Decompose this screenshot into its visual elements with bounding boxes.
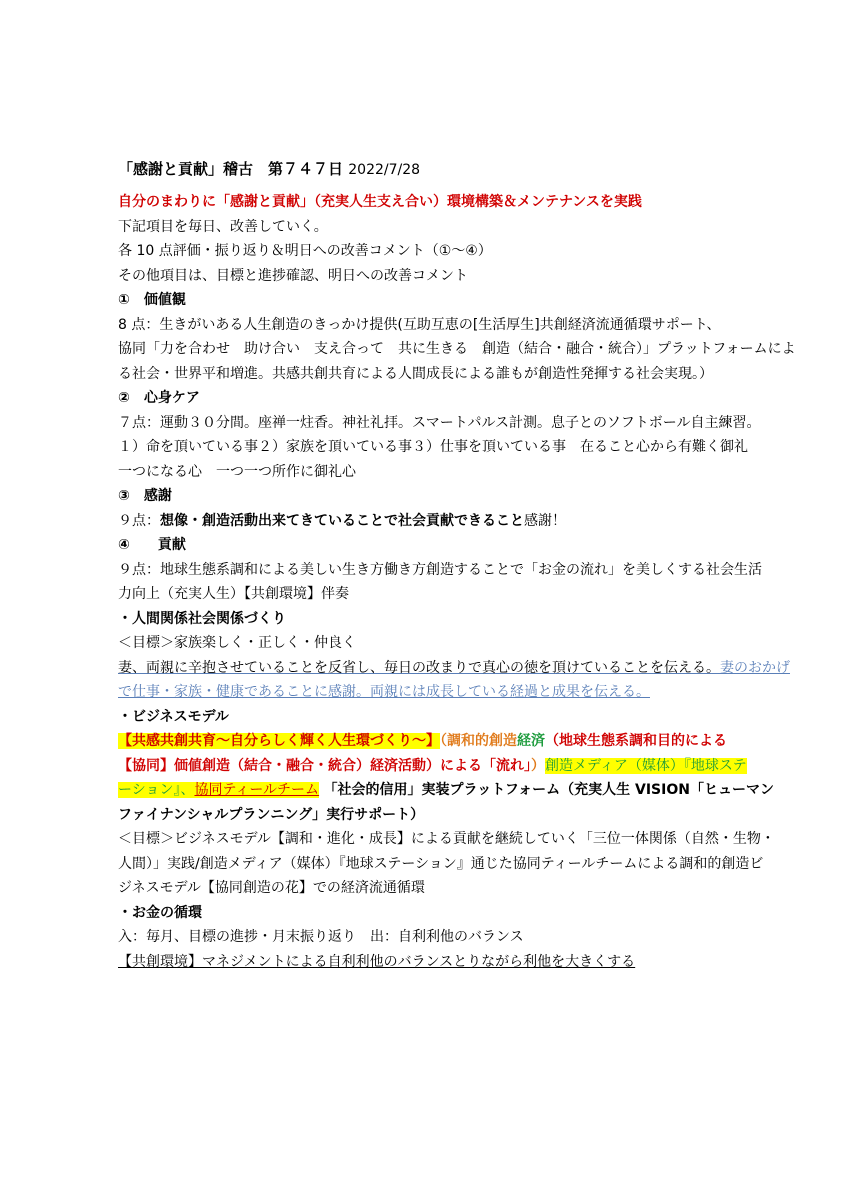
- business-line-3: [118, 778, 774, 803]
- section-care-line: １）命を頂いている事２）家族を頂いている事３）仕事を頂いている事 在ること心から有難く御礼: [118, 439, 748, 455]
- business-goal-line: ＜目標＞ビジネスモデル【調和・進化・成長】による貢献を継続していく「三位一体関係（自然・生物・: [118, 831, 775, 847]
- relations-line-1: [118, 656, 790, 681]
- business-green-text: 経済: [517, 733, 545, 749]
- money-line-2: 【共創環境】マネジメントによる自利利他のバランスとりながら利他を大きくする: [118, 953, 636, 970]
- section-care-line: ７点：運動３０分間。座禅一炷香。神社礼拝。スマートパルス計測。息子とのソフトボール自主練習。: [118, 414, 761, 431]
- business-line-4: ファイナンシャルプランニング」実行サポート）: [118, 806, 425, 823]
- document-body: [118, 155, 796, 974]
- money-heading: ・お金の循環: [118, 904, 202, 921]
- relations-line-1-text: 妻、両親に辛抱させていることを反省し、毎日の改まりで真心の徳を頂けていることを伝える。: [118, 659, 720, 676]
- business-highlight-1: 【共感共創共育～自分らしく輝く人生環づくり～】: [118, 733, 440, 749]
- intro-line-2: 各 10 点評価・振り返り＆明日への改善コメント（①～④）: [118, 243, 492, 259]
- business-red-text-2: 【協同】価値創造（結合・融合・統合）経済活動）による「流れ」: [118, 757, 531, 774]
- relations-heading: ・人間関係社会関係づくり: [118, 610, 286, 627]
- section-values-line: 8 点：生きがいある人生創造のきっかけ提供(互助互恵の[生活厚生]共創経済流通循環サポート、: [118, 316, 721, 333]
- business-line-1: [118, 729, 743, 754]
- intro-line-3: その他項目は、目標と進捗確認、明日への改善コメント: [118, 267, 468, 284]
- business-goal-line: 人間）」実践/創造メディア（媒体）『地球ステーション』通じた協同ティールチームによる調和的創造ビ: [118, 855, 764, 872]
- money-line-1: 入：毎月、目標の進捗・月末振り返り 出：自利利他のバランス: [118, 929, 524, 945]
- business-highlight-red: 協同ティールチーム: [194, 782, 320, 798]
- title-main: 「感謝と貢献」稽古 第７４７日: [118, 160, 344, 178]
- section-values-heading: ① 価値観: [118, 292, 186, 308]
- section-gratitude-line: [118, 509, 743, 534]
- page-title: [118, 155, 743, 184]
- relations-goal: ＜目標＞家族楽しく・正しく・仲良く: [118, 635, 356, 651]
- business-orange-text: 調和的創造: [447, 733, 517, 749]
- business-highlight-green-2: ーション』、: [118, 782, 195, 798]
- section-care-line: 一つになる心 一つ一つ所作に御礼心: [118, 463, 356, 480]
- gratitude-suffix: 感謝！: [524, 512, 566, 529]
- section-gratitude-heading: ③ 感謝: [118, 488, 172, 504]
- section-contribution-line: 力向上（充実人生）【共創環境】伴奏: [118, 586, 349, 602]
- title-date: 2022/7/28: [348, 162, 421, 178]
- business-paren-open: （: [440, 733, 447, 749]
- relations-line-2: で仕事・家族・健康であることに感謝。両親には成長している経過と成果を伝える。: [118, 684, 650, 700]
- gratitude-prefix: ９点：: [118, 512, 160, 529]
- business-heading: ・ビジネスモデル: [118, 708, 229, 725]
- business-platform-text: 「社会的信用」実装プラットフォーム（充実人生 VISION「ヒューマン: [323, 782, 774, 798]
- gratitude-bold: 想像・創造活動出来てきていることで社会貢献できること: [160, 512, 524, 529]
- business-red-text-1: （地球生態系調和目的による: [545, 733, 727, 749]
- section-contribution-heading: ④ 貢献: [118, 537, 186, 553]
- headline: 自分のまわりに「感謝と貢献」（充実人生支え合い）環境構築＆メンテナンスを実践: [118, 194, 642, 210]
- business-line-2: [118, 754, 747, 779]
- business-paren-close: ）: [531, 757, 545, 774]
- section-values-line: 協同「力を合わせ 助け合い 支え合って 共に生きる 創造（結合・融合・統合）」プラットフォームによ: [118, 341, 796, 357]
- business-goal-line: ジネスモデル【協同創造の花】での経済流通循環: [118, 880, 425, 896]
- section-care-heading: ② 心身ケア: [118, 390, 200, 406]
- intro-line-1: 下記項目を毎日、改善していく。: [118, 218, 328, 235]
- section-contribution-line: ９点：地球生態系調和による美しい生き方働き方創造することで「お金の流れ」を美しくする社会生活: [118, 561, 762, 578]
- section-values-line: る社会・世界平和増進。共感共創共育による人間成長による誰もが創造性発揮する社会実現。）: [118, 365, 713, 382]
- business-highlight-green-1: 創造メディア（媒体）『地球ステ: [545, 757, 747, 774]
- relations-line-1-blue: 妻のおかげ: [720, 659, 790, 676]
